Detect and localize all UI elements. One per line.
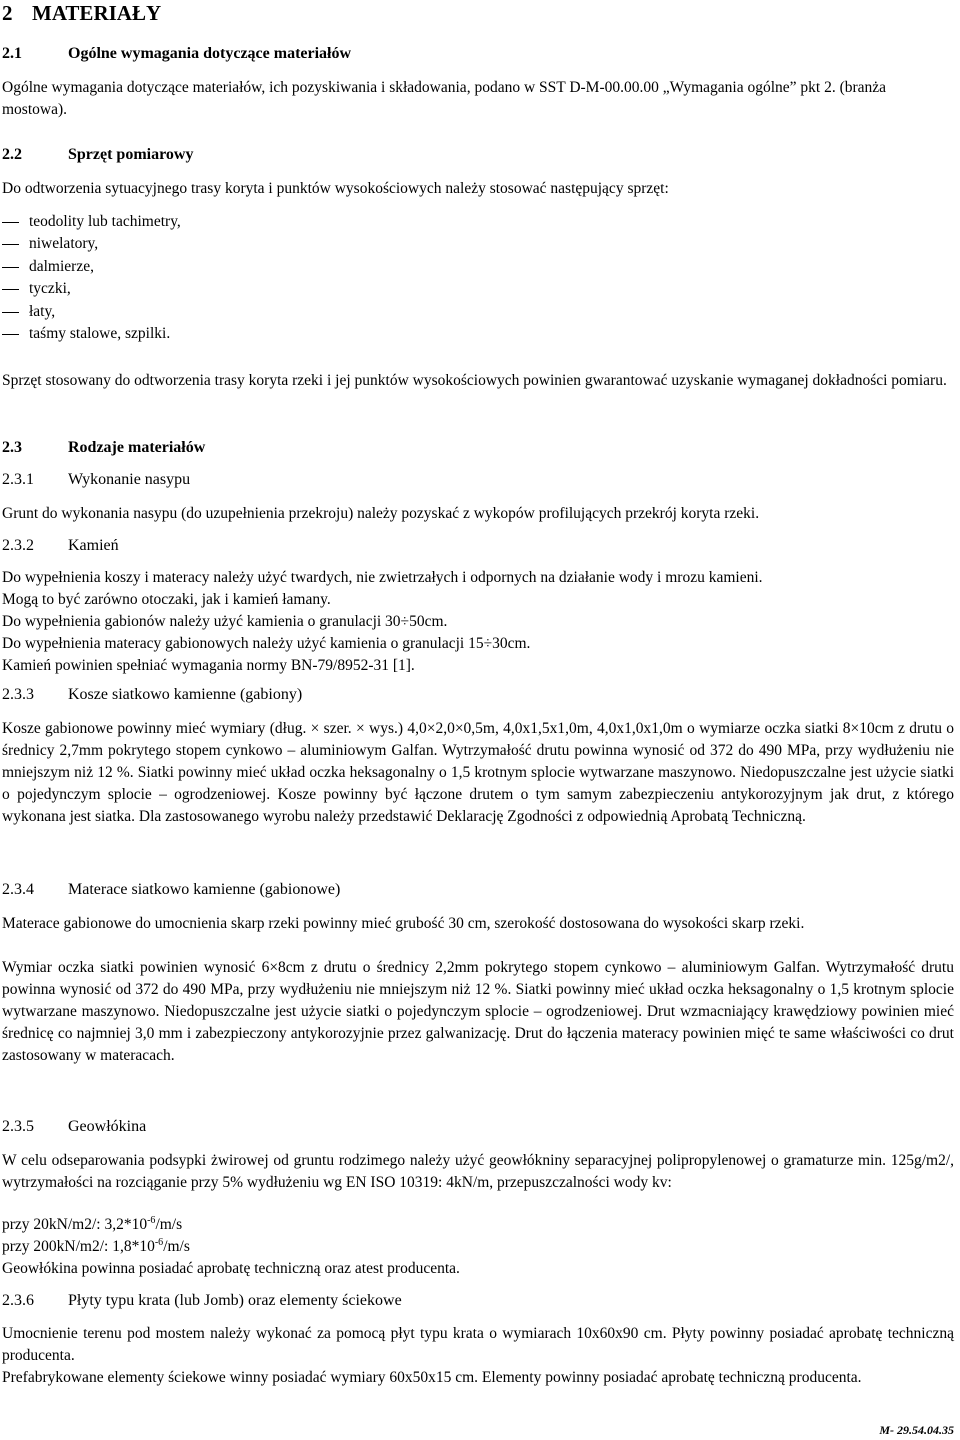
section-heading-2-3: 2.3 Rodzaje materiałów xyxy=(2,439,206,456)
document-page xyxy=(2,0,954,1440)
section-2-3-2-line: Kamień powinien spełniać wymagania normy BN-79/8952-31 [1]. xyxy=(2,657,415,674)
section-heading-2-3-4: 2.3.4 Materace siatkowo kamienne (gabionowe) xyxy=(2,881,341,898)
section-2-3-6-p2: Prefabrykowane elementy ściekowe winny posiadać wymiary 60x50x15 cm. Elementy powinny posiadać aprobatę techniczną producenta. xyxy=(2,1369,862,1386)
list-item: teodolity lub tachimetry, xyxy=(2,211,181,233)
section-2-3-1-text: Grunt do wykonania nasypu (do uzupełnienia przekroju) należy pozyskać z wykopów profilujących przekrój koryta rzeki. xyxy=(2,505,760,522)
section-2-3-5-p1: W celu odseparowania podsypki żwirowej od gruntu rodzimego należy użyć geowłókniny separacyjnej polipropylenowej o gramaturze min. 125g/m2/, wytrzymałości na rozciąganie przy 5% wydłużeniu wg EN ISO 10319: 4kN/m, przepuszczalności wody kv: xyxy=(2,1152,954,1191)
section-2-3-3-text: Kosze gabionowe powinny mieć wymiary (dług. × szer. × wys.) 4,0×2,0×0,5m, 4,0x1,5x1,0m, 4,0x1,0x1,0m o wymiarze oczka siatki 8×10cm z drutu o średnicy 2,7mm pokrytego stopem cynkowo – aluminiowym Galfan. Wytrzymałość drutu powinna wynosić od 372 do 490 MPa, przy wydłużeniu nie mniejszym niż 12 %. Siatki powinny mieć układ oczka heksagonalny o 1,5 krotnym splocie wytwarzane maszynowo. Niedopuszczalne jest użycie siatki o pojedynczym splocie – ogrodzeniowej. Kosze powinny być łączone drutem o tym samym zabezpieczeniu antykorozyjnym jak drut, z którego wykonana jest siatka. Dla zastosowanego wyrobu należy przedstawić Deklarację Zgodności z odpowiednią Aprobatą Techniczną. xyxy=(2,720,954,825)
section-2-3-2-line: Do wypełnienia gabionów należy użyć kamienia o granulacji 30÷50cm. xyxy=(2,613,448,630)
section-2-3-2-line: Do wypełnienia koszy i materacy należy użyć twardych, nie zwietrzałych i odpornych na działanie wody i mrozu kamieni. xyxy=(2,569,763,586)
section-2-1-text: Ogólne wymagania dotyczące materiałów, ich pozyskiwania i składowania, podano w SST D-M-00.00.00 „Wymagania ogólne” pkt 2. (branża mostowa). xyxy=(2,79,887,118)
equipment-list xyxy=(2,211,181,345)
list-item: niwelatory, xyxy=(2,233,181,255)
section-heading-2-3-3: 2.3.3 Kosze siatkowo kamienne (gabiony) xyxy=(2,686,303,703)
permeability-row-2: przy 200kN/m2/: $1,8*10^{-6}/m/s$ xyxy=(2,1237,190,1255)
section-heading-2-2: 2.2 Sprzęt pomiarowy xyxy=(2,146,194,163)
chapter-number: 2 xyxy=(2,1,13,25)
list-item: tyczki, xyxy=(2,278,181,300)
section-2-3-4-p1: Materace gabionowe do umocnienia skarp rzeki powinny mieć grubość 30 cm, szerokość dostosowana do wysokości skarp rzeki. xyxy=(2,915,805,932)
section-2-3-4-p2: Wymiar oczka siatki powinien wynosić 6×8cm z drutu o średnicy 2,2mm pokrytego stopem cynkowo – aluminiowym Galfan. Wytrzymałość drutu powinna wynosić od 372 do 490 MPa, przy wydłużeniu nie mniejszym niż 12 %. Siatki powinny mieć układ oczka heksagonalny o 1,5 krotnym splocie wytwarzane maszynowo. Niedopuszczalne jest użycie siatki o pojedynczym splocie – ogrodzeniowej. Drut wzmacniający krawędziowy powinien mieć średnicę co najmniej 3,0 mm i zabezpieczony antykorozyjnie przez galwanizację. Drut do łączenia materacy powinien mięć te same właściwości co drut zastosowany w materacach. xyxy=(2,959,954,1064)
list-item: łaty, xyxy=(2,301,181,323)
section-heading-2-3-1: 2.3.1 Wykonanie nasypu xyxy=(2,471,191,488)
section-heading-2-3-6: 2.3.6 Płyty typu krata (lub Jomb) oraz elementy ściekowe xyxy=(2,1292,402,1309)
page-footer-code: M- 29.54.04.35 xyxy=(879,1423,954,1437)
section-2-2-outro: Sprzęt stosowany do odtworzenia trasy koryta rzeki i jej punktów wysokościowych powinien gwarantować uzyskanie wymaganej dokładności pomiaru. xyxy=(2,372,947,389)
chapter-heading xyxy=(2,0,161,26)
section-2-3-2-line: Mogą to być zarówno otoczaki, jak i kamień łamany. xyxy=(2,591,331,608)
section-heading-2-1: 2.1 Ogólne wymagania dotyczące materiałów xyxy=(2,45,352,62)
section-2-2-intro: Do odtworzenia sytuacyjnego trasy koryta i punktów wysokościowych należy stosować następujący sprzęt: xyxy=(2,180,669,197)
section-2-3-2-line: Do wypełnienia materacy gabionowych należy użyć kamienia o granulacji 15÷30cm. xyxy=(2,635,531,652)
chapter-title: MATERIAŁY xyxy=(32,1,162,25)
section-2-3-6-p1: Umocnienie terenu pod mostem należy wykonać za pomocą płyt typu krata o wymiarach 10x60x90 cm. Płyty powinny posiadać aprobatę techniczną producenta. xyxy=(2,1325,954,1364)
permeability-row-1: przy 20kN/m2/: $3,2*10^{-6}/m/s$ xyxy=(2,1215,183,1233)
section-heading-2-3-2: 2.3.2 Kamień xyxy=(2,537,119,554)
section-2-3-5-p2: Geowłókina powinna posiadać aprobatę techniczną oraz atest producenta. xyxy=(2,1260,460,1277)
list-item: dalmierze, xyxy=(2,256,181,278)
section-heading-2-3-5: 2.3.5 Geowłókina xyxy=(2,1118,147,1135)
list-item: taśmy stalowe, szpilki. xyxy=(2,323,181,345)
